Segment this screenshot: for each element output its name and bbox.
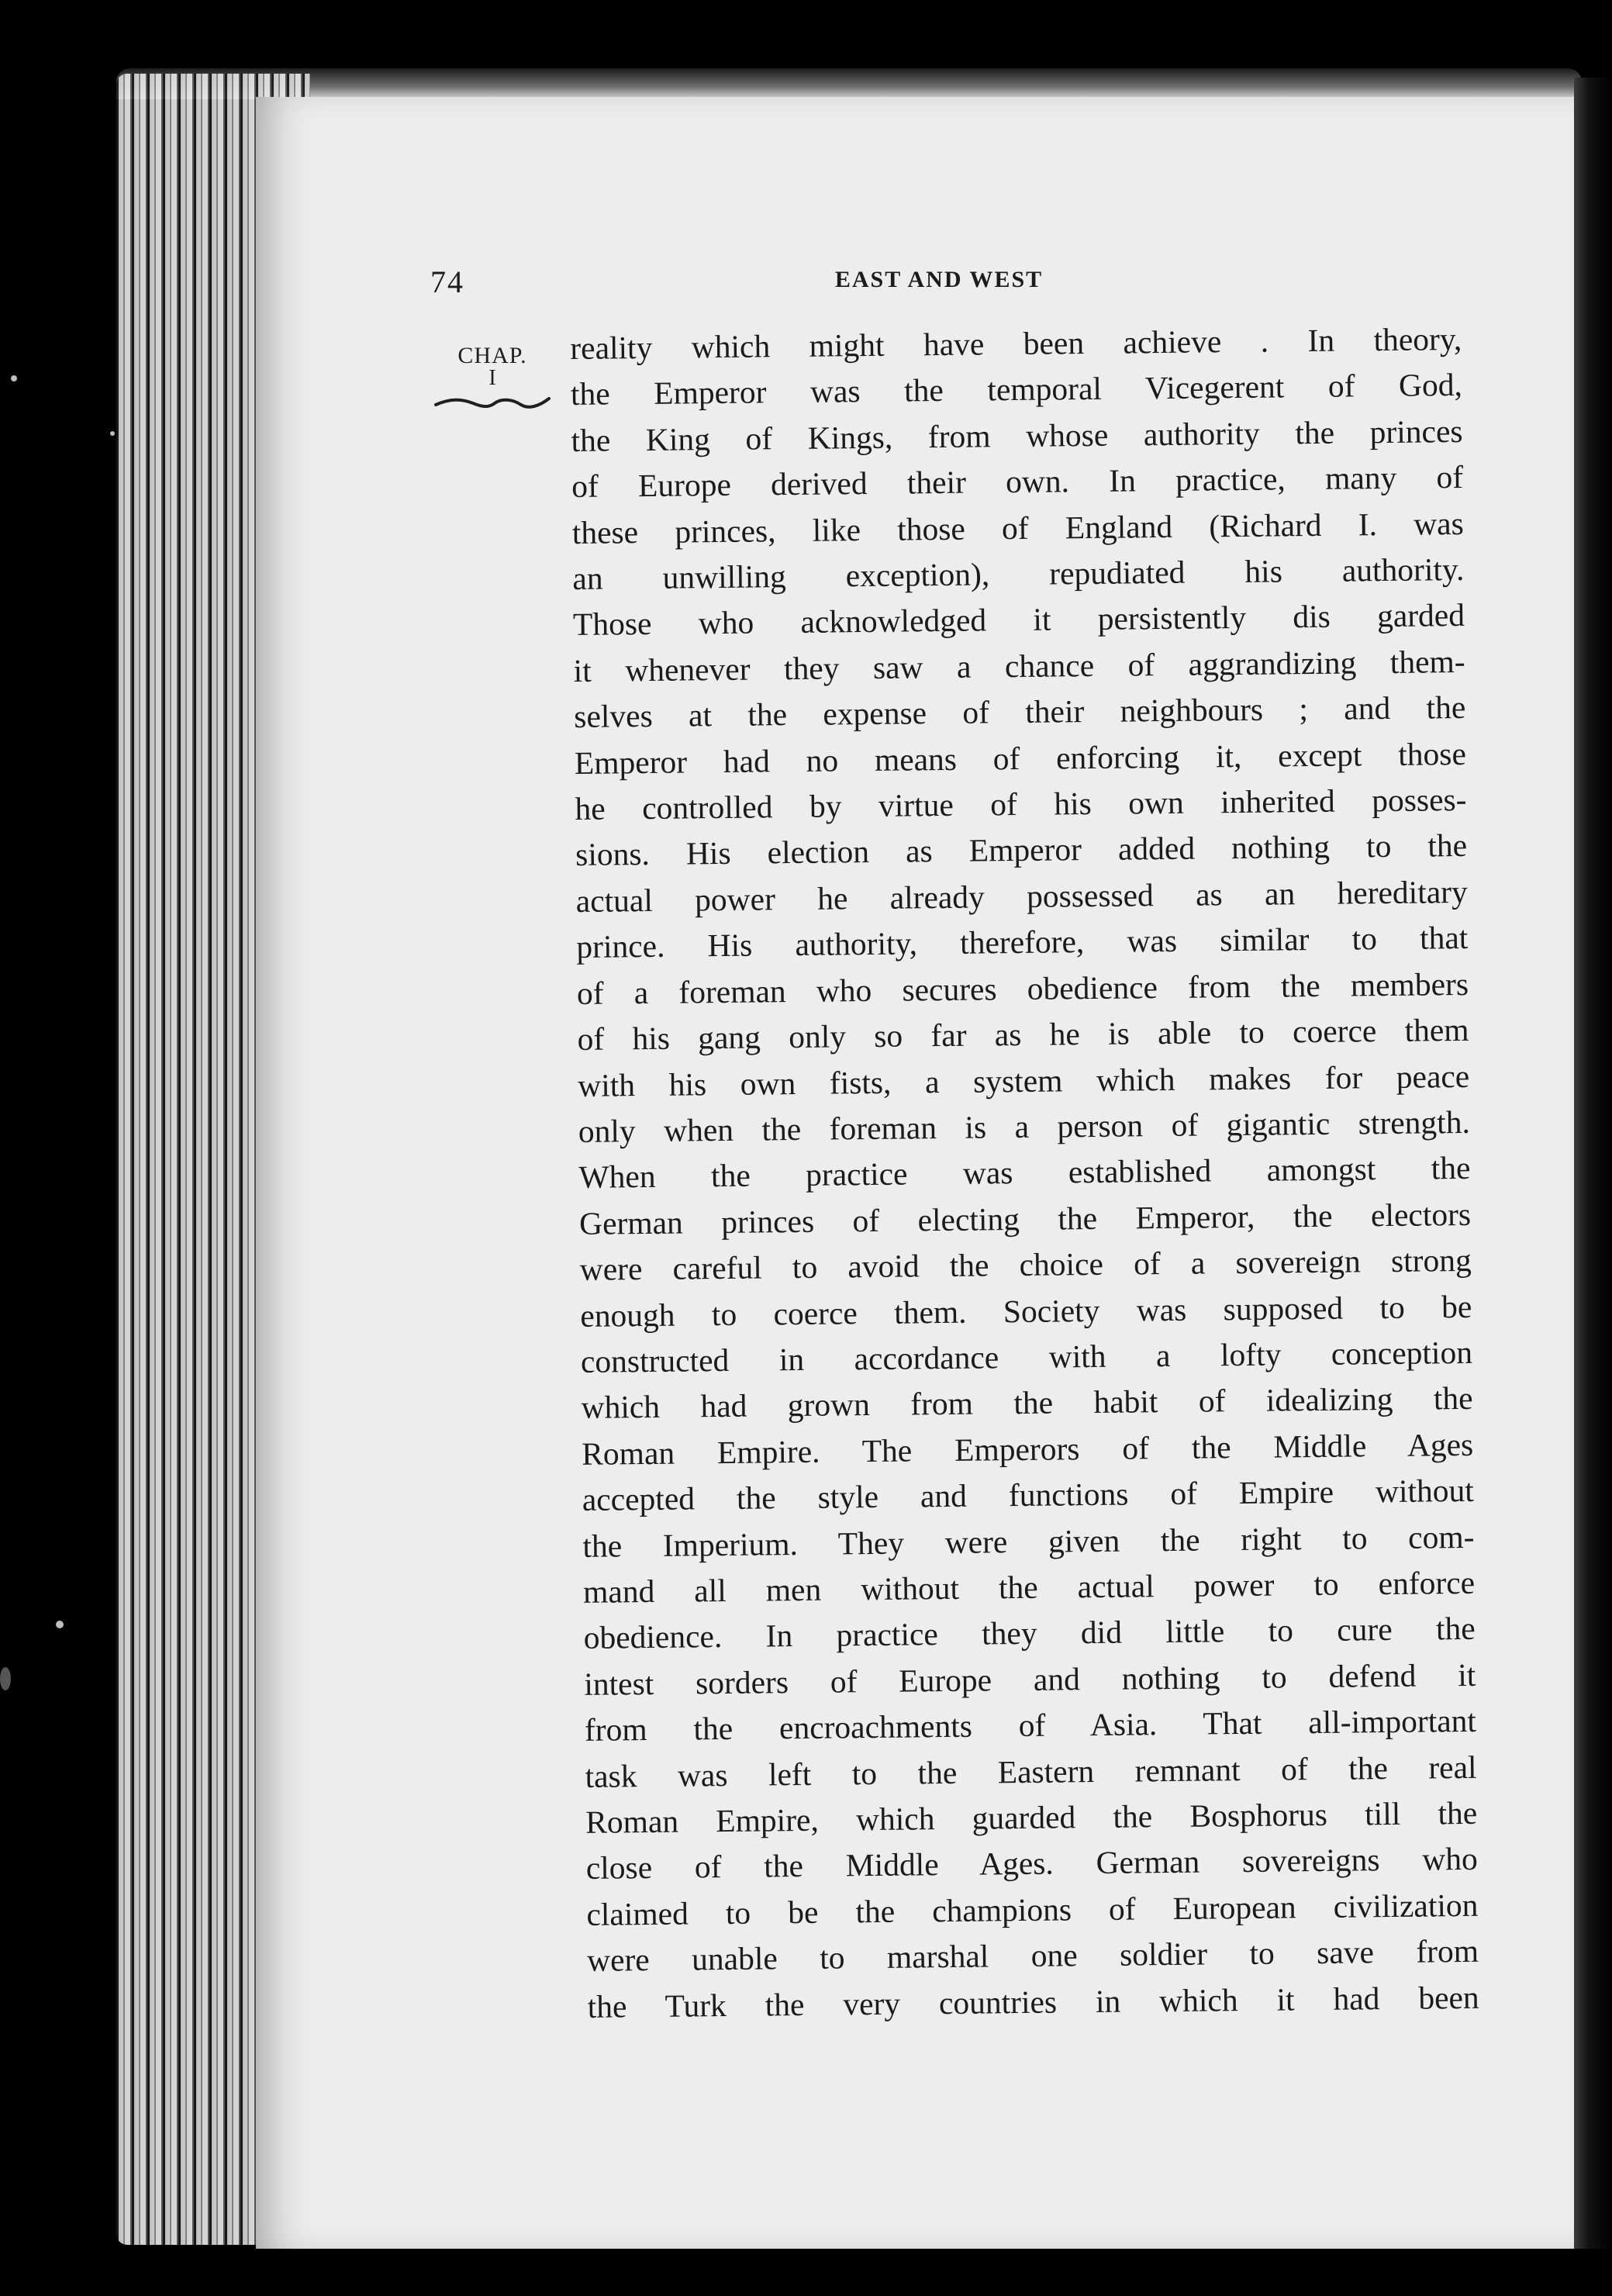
chapter-margin-note	[434, 343, 551, 413]
text-line: were careful to avoid the choice of a sovereign strong	[579, 1242, 1472, 1288]
scan-speck	[110, 431, 115, 436]
text-line: the Turk the very countries in which it had been	[587, 1979, 1479, 2025]
ornament-flourish-icon	[434, 395, 551, 413]
text-line: these princes, like those of England (Richard I. was	[571, 505, 1464, 551]
text-line: Roman Empire, which guarded the Bosphorus till the	[585, 1794, 1478, 1840]
text-line: the Imperium. They were given the right to com-	[582, 1518, 1475, 1564]
text-line: it whenever they saw a chance of aggrandizing them-	[573, 643, 1465, 689]
chapter-number: I	[488, 366, 496, 390]
text-line: of a foreman who secures obedience from the members	[576, 965, 1469, 1011]
text-line: Those who acknowledged it persistently dis garded	[572, 597, 1465, 643]
text-line: selves at the expense of their neighbours ; and the	[574, 689, 1466, 735]
text-line: were unable to marshal one soldier to save from	[586, 1933, 1479, 1979]
text-line: enough to coerce them. Society was supposed to be	[580, 1288, 1472, 1334]
text-line: of his gang only so far as he is able to coerce them	[577, 1012, 1469, 1058]
text-line: an unwilling exception), repudiated his authority.	[572, 551, 1465, 597]
book-top-edge	[116, 68, 1582, 99]
text-line: task was left to the Eastern remnant of the real	[585, 1749, 1477, 1794]
chapter-label: CHAP.	[457, 343, 527, 368]
page-header	[430, 264, 1448, 310]
text-line: which had grown from the habit of idealizing the	[581, 1380, 1473, 1426]
body-text	[570, 316, 1479, 2030]
text-line: intest sorders of Europe and nothing to defend it	[584, 1656, 1476, 1702]
text-line: from the encroachments of Asia. That all-important	[584, 1703, 1477, 1749]
text-line: Emperor had no means of enforcing it, except those	[574, 735, 1467, 781]
scan-speck	[11, 375, 17, 382]
text-line: constructed in accordance with a lofty conception	[580, 1334, 1473, 1379]
text-line: prince. His authority, therefore, was similar to that	[576, 920, 1469, 965]
scan-speck	[56, 1621, 64, 1628]
scan-speck	[0, 1667, 11, 1690]
text-line: the Emperor was the temporal Vicegerent of God,	[570, 367, 1463, 413]
text-line: he controlled by virtue of his own inherited posses-	[575, 781, 1467, 827]
text-line: with his own fists, a system which makes for peace	[578, 1058, 1470, 1103]
text-line: only when the foreman is a person of gigantic strength.	[578, 1103, 1471, 1149]
text-line: accepted the style and functions of Empire without	[582, 1473, 1475, 1518]
text-line: When the practice was established amongst the	[578, 1150, 1471, 1196]
text-line: mand all men without the actual power to enforce	[582, 1564, 1476, 1610]
text-line: sions. His election as Emperor added nothing to the	[575, 827, 1468, 873]
text-line: obedience. In practice they did little to cure the	[583, 1611, 1476, 1656]
text-line: German princes of electing the Emperor, the electors	[578, 1196, 1472, 1241]
text-line: claimed to be the champions of European civilization	[586, 1887, 1479, 1932]
text-line: Roman Empire. The Emperors of the Middle Ages	[581, 1426, 1474, 1472]
page-number: 74	[430, 264, 464, 299]
text-line: reality which might have been achieve . In theory,	[570, 320, 1462, 366]
text-line: of Europe derived their own. In practice, many of	[571, 459, 1464, 505]
book-right-edge	[1574, 78, 1612, 2249]
text-line: the King of Kings, from whose authority the princes	[571, 413, 1463, 458]
text-line: close of the Middle Ages. German sovereigns who	[585, 1841, 1479, 1887]
text-line: actual power he already possessed as an hereditary	[575, 873, 1468, 919]
running-head: EAST AND WEST	[834, 267, 1044, 292]
